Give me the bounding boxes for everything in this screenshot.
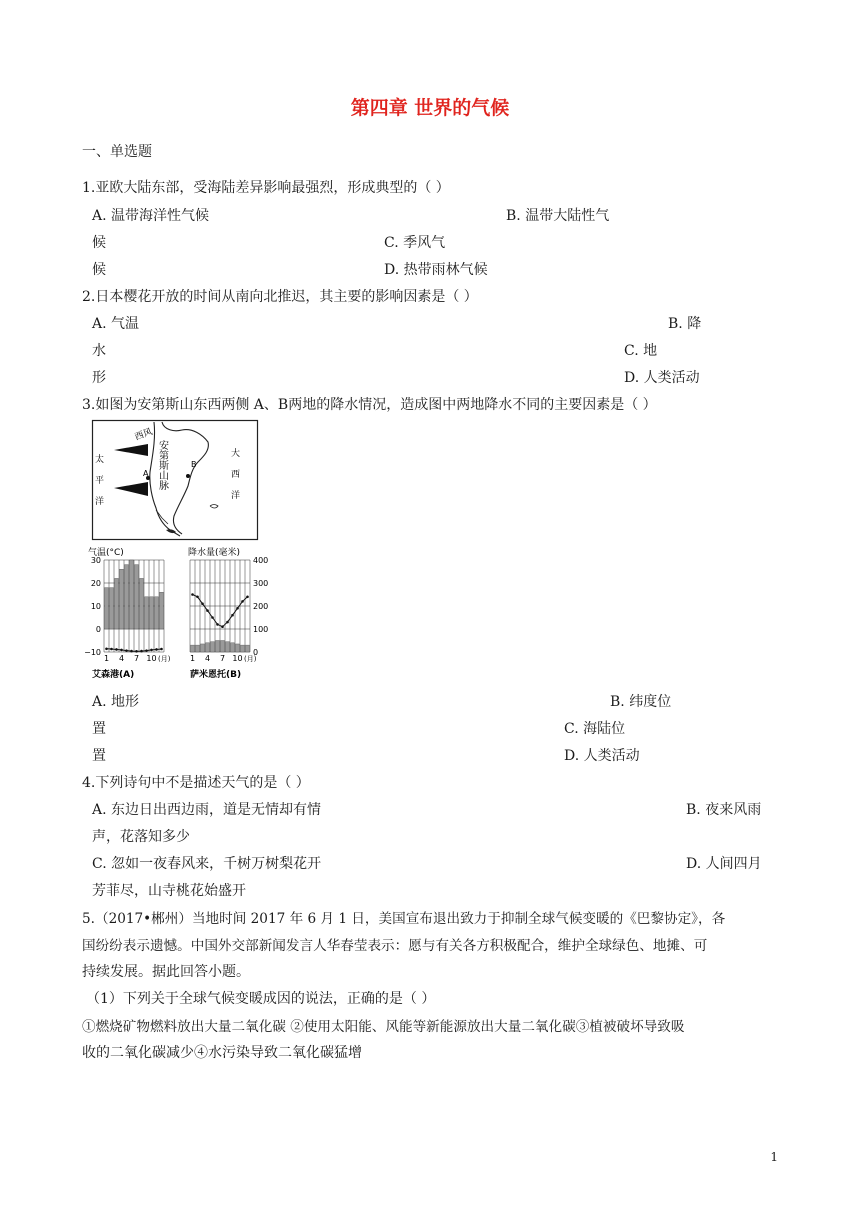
temp-tick-label: 0 [95,625,101,634]
q1-stem: 1.亚欧大陆东部，受海陆差异影响最强烈，形成典型的（ ） [82,180,450,196]
chart-point [105,647,108,650]
chart-bar [145,597,149,629]
precip-tick-label: 300 [253,579,269,588]
chart-bar [150,597,154,629]
q4-option-d[interactable]: D. 人间四月 [686,856,762,872]
month-tick-label: 1 [103,654,110,663]
precip-tick-label: 100 [253,625,269,634]
q1-option-c[interactable]: C. 季风气 [384,235,446,251]
q5-line-2: 国纷纷表示遗憾。中国外交部新闻发言人华春莹表示：愿与有关各方积极配合，维护全球绿色、地摊、可 [82,938,708,954]
chart-bar [120,569,124,629]
chart-bar [115,578,119,629]
chart-sarmiento [190,556,268,663]
q3-option-a[interactable]: A. 地形 [92,694,140,710]
chart-bar [196,645,200,652]
chart-point [140,650,143,653]
chart-bar [110,588,114,629]
chart-point [246,596,249,599]
q3-option-b[interactable]: B. 纬度位 [610,694,672,710]
q4-option-b[interactable]: B. 夜来风雨 [686,802,762,818]
chart-bar [201,644,205,652]
chart-point [196,596,199,599]
chart-point [130,650,133,653]
chart-bar [155,597,159,629]
precip-tick-label: 0 [253,648,259,657]
chart-point [145,649,148,652]
q5-sub1-stem: （1）下列关于全球气候变暖成因的说法，正确的是（ ） [86,991,436,1007]
q5-line-3: 持续发展。据此回答小题。 [82,964,250,980]
q1-option-a[interactable]: A. 温带海洋性气候 [92,208,210,224]
chart-point [206,609,209,612]
q4-option-c[interactable]: C. 忽如一夜春风来，千树万树梨花开 [92,856,322,872]
chart-point [236,607,239,610]
q2-option-c-wrap: 形 [92,370,106,386]
month-tick-label: 4 [118,654,125,663]
chart-point [231,614,234,617]
chart-bar [191,645,195,652]
q4-option-b-wrap: 声，花落知多少 [92,829,190,845]
q2-stem: 2.日本樱花开放的时间从南向北推迟，其主要的影响因素是（ ） [82,289,478,305]
chart-bar [221,641,225,653]
q3-option-b-wrap: 置 [92,721,106,737]
q5-sub1-statements-2: 收的二氧化碳减少④水污染导致二氧化碳猛增 [82,1045,362,1061]
q1-option-b-wrap: 候 [92,235,106,251]
q3-option-d[interactable]: D. 人类活动 [564,748,640,764]
precip-tick-label: 400 [253,556,269,565]
chart-bar [140,578,144,629]
month-tick-label: 10 [232,654,243,663]
q1-option-b[interactable]: B. 温带大陆性气 [506,208,610,224]
chart-point [241,600,244,603]
q1-option-d[interactable]: D. 热带雨林气候 [384,262,488,278]
chart-bar [160,592,164,629]
chart-bar [231,643,235,652]
left-chart-caption: 艾森港(A) [92,670,135,680]
westerly-label: 西风 [133,427,154,443]
chart-point [191,593,194,596]
chart-bar [211,642,215,652]
climate-charts [84,544,269,684]
month-unit-label: (月) [158,655,171,663]
chart-point [115,648,118,651]
chart-bar [206,643,210,652]
page-title: 第四章 世界的气候 [350,97,510,119]
chart-point [110,648,113,651]
temp-tick-label: 30 [90,556,101,565]
month-tick-label: 1 [189,654,196,663]
andes-label: 安第斯山脉 [156,440,168,490]
chart-bar [246,645,250,652]
chart-aisen [84,556,171,663]
q3-stem: 3.如图为安第斯山东西两侧 A、B两地的降水情况，造成图中两地降水不同的主要因素是（ ） [82,397,657,413]
right-chart-ylabel: 降水量(毫米) [188,548,241,558]
q4-stem: 4.下列诗句中不是描述天气的是（ ） [82,775,310,791]
q3-option-c-wrap: 置 [92,748,106,764]
q2-option-a[interactable]: A. 气温 [92,316,140,332]
month-tick-label: 10 [146,654,157,663]
chart-point [155,648,158,651]
q2-option-b-wrap: 水 [92,343,106,359]
point-a-label: A [143,469,149,478]
chart-point [135,650,138,653]
q5-sub1-statements-1: ①燃烧矿物燃料放出大量二氧化碳 ②使用太阳能、风能等新能源放出大量二氧化碳③植被破坏导致吸 [82,1019,685,1035]
q2-option-c[interactable]: C. 地 [624,343,658,359]
chart-point [201,602,204,605]
month-tick-label: 4 [204,654,211,663]
chart-bar [125,565,129,629]
precip-tick-label: 200 [253,602,269,611]
chart-bar [135,565,139,629]
andes-map [92,420,258,540]
chart-point [221,625,224,628]
q2-option-b[interactable]: B. 降 [668,316,702,332]
q1-option-c-wrap: 候 [92,262,106,278]
atlantic-label: 大西洋 [229,448,239,511]
point-b-dot [186,474,190,478]
temp-tick-label: 20 [90,579,101,588]
right-chart-caption: 萨米恩托(B) [190,670,242,680]
point-b-label: B [191,460,197,469]
temp-tick-label: 10 [90,602,101,611]
temp-tick-label: −10 [84,648,101,657]
q5-line-1: 5.（2017•郴州）当地时间 2017 年 6 月 1 日，美国宣布退出致力于抑制全球气候变暖的《巴黎协定》，各 [82,911,726,927]
month-unit-label: (月) [244,655,257,663]
left-chart-ylabel: 气温(°C) [88,548,124,558]
section-heading: 一、单选题 [82,144,152,160]
chart-point [120,649,123,652]
chart-point [125,649,128,652]
pacific-label: 太平洋 [93,454,103,517]
chart-point [226,621,229,624]
chart-bar [241,645,245,652]
q3-option-c[interactable]: C. 海陆位 [564,721,626,737]
chart-bar [216,641,220,653]
month-tick-label: 7 [219,654,226,663]
chart-bar [105,588,109,629]
chart-bar [130,560,134,629]
q4-option-a[interactable]: A. 东边日出西边雨，道是无情却有情 [92,802,322,818]
chart-point [160,648,163,651]
chart-point [150,649,153,652]
q2-option-d[interactable]: D. 人类活动 [624,370,700,386]
chart-bar [226,642,230,652]
month-tick-label: 7 [133,654,140,663]
chart-point [211,616,214,619]
chart-bar [236,644,240,652]
q4-option-d-wrap: 芳菲尽，山寺桃花始盛开 [92,883,246,899]
chart-point [216,623,219,626]
page-number: 1 [770,1150,778,1164]
